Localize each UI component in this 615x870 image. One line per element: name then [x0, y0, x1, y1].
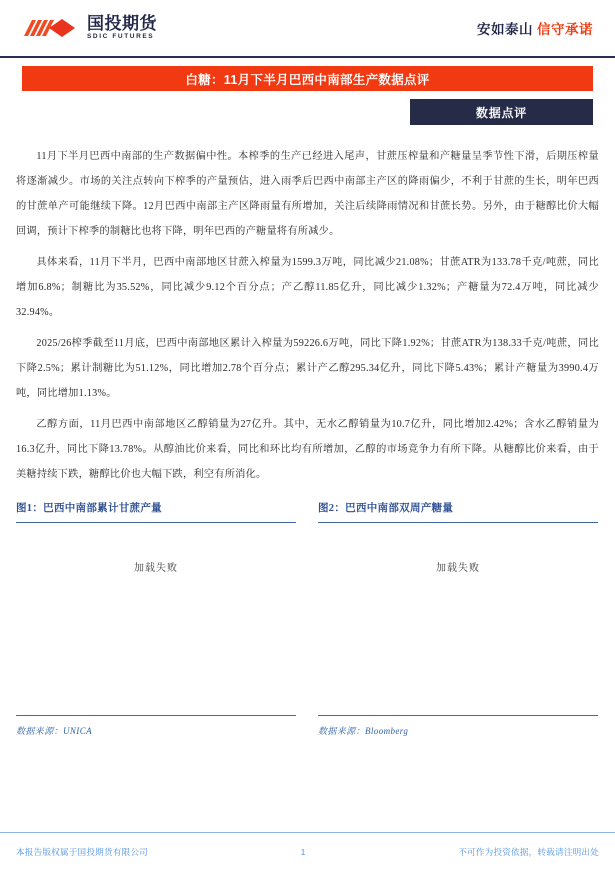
footer-disclaimer: 不可作为投资依据，转载请注明出处	[458, 846, 599, 857]
chart-title: 图2：巴西中南部双周产糖量	[318, 500, 598, 523]
body-paragraph: 2025/26榨季截至11月底，巴西中南部地区累计入榨量为59226.6万吨，同比下降1.92%；甘蔗ATR为138.33千克/吨蔗，同比下降2.5%；累计制糖比为51.12%，同比增加2.78个百分点；累计产乙醇295.34亿升，同比下降5.43%；累计产糖量为3990.4万吨，同比增加1.13%。	[16, 338, 599, 399]
chart-figure-1	[16, 500, 296, 737]
logo-wordmark	[87, 15, 157, 41]
tagline-part-red: 信守承诺	[537, 22, 593, 37]
report-title-bar	[22, 66, 593, 91]
footer-copyright: 本报告版权属于国投期货有限公司	[16, 846, 148, 857]
chart-figure-2	[318, 500, 598, 737]
chart-load-failed-message: 加载失败	[436, 563, 480, 574]
footer-page-number: 1	[300, 846, 306, 857]
company-tagline	[477, 18, 593, 38]
chart-data-source: 数据来源：UNICA	[16, 715, 296, 737]
page-header	[0, 0, 615, 58]
category-badge-label: 数据点评	[475, 105, 528, 120]
body-paragraph: 11月下半月巴西中南部的生产数据偏中性。本榨季的生产已经进入尾声，甘蔗压榨量和产糖量呈季节性下滑，后期压榨量将逐渐减少。市场的关注点转向下榨季的产量预估，进入雨季后巴西中南部主产区的降雨偏少，不利于甘蔗的生长，明年巴西的甘蔗单产可能继续下降。12月巴西中南部主产区降雨量有所增加，关注后续降雨情况和甘蔗长势。另外，由于糖醇比价大幅回调，预计下榨季的制糖比也将下降，明年巴西的产糖量将有所减少。	[16, 151, 599, 237]
charts-section	[16, 500, 599, 737]
chart-data-source: 数据来源：Bloomberg	[318, 715, 598, 737]
logo-name-cn: 国投期货	[87, 14, 157, 34]
chart-load-failed-message: 加载失败	[134, 563, 178, 574]
body-paragraph: 具体来看，11月下半月，巴西中南部地区甘蔗入榨量为1599.3万吨，同比减少21.08%；甘蔗ATR为133.78千克/吨蔗，同比增加6.8%；制糖比为35.52%，同比减少9.12个百分点；产乙醇11.85亿升，同比减少1.32%；产糖量为72.4万吨，同比减少32.94%。	[16, 257, 599, 318]
report-body	[16, 144, 599, 493]
tagline-part-dark: 安如泰山	[477, 22, 533, 37]
sdic-futures-logo-icon	[22, 15, 80, 41]
chart-canvas	[318, 523, 598, 715]
chart-canvas	[16, 523, 296, 715]
page-title: 白糖：11月下半月巴西中南部生产数据点评	[185, 72, 430, 87]
chart-title: 图1：巴西中南部累计甘蔗产量	[16, 500, 296, 523]
logo-name-en: SDIC FUTURES	[87, 33, 155, 41]
category-badge	[410, 99, 593, 125]
page-footer	[0, 832, 615, 870]
body-paragraph: 乙醇方面，11月巴西中南部地区乙醇销量为27亿升。其中，无水乙醇销量为10.7亿升，同比增加2.42%；含水乙醇销量为16.3亿升，同比下降13.78%。从醇油比价来看，同比和环比均有所增加，乙醇的市场竞争力有所下降。从糖醇比价来看，由于美糖持续下跌，糖醇比价也大幅下跌，利空有所消化。	[16, 419, 599, 480]
company-logo	[22, 15, 157, 41]
